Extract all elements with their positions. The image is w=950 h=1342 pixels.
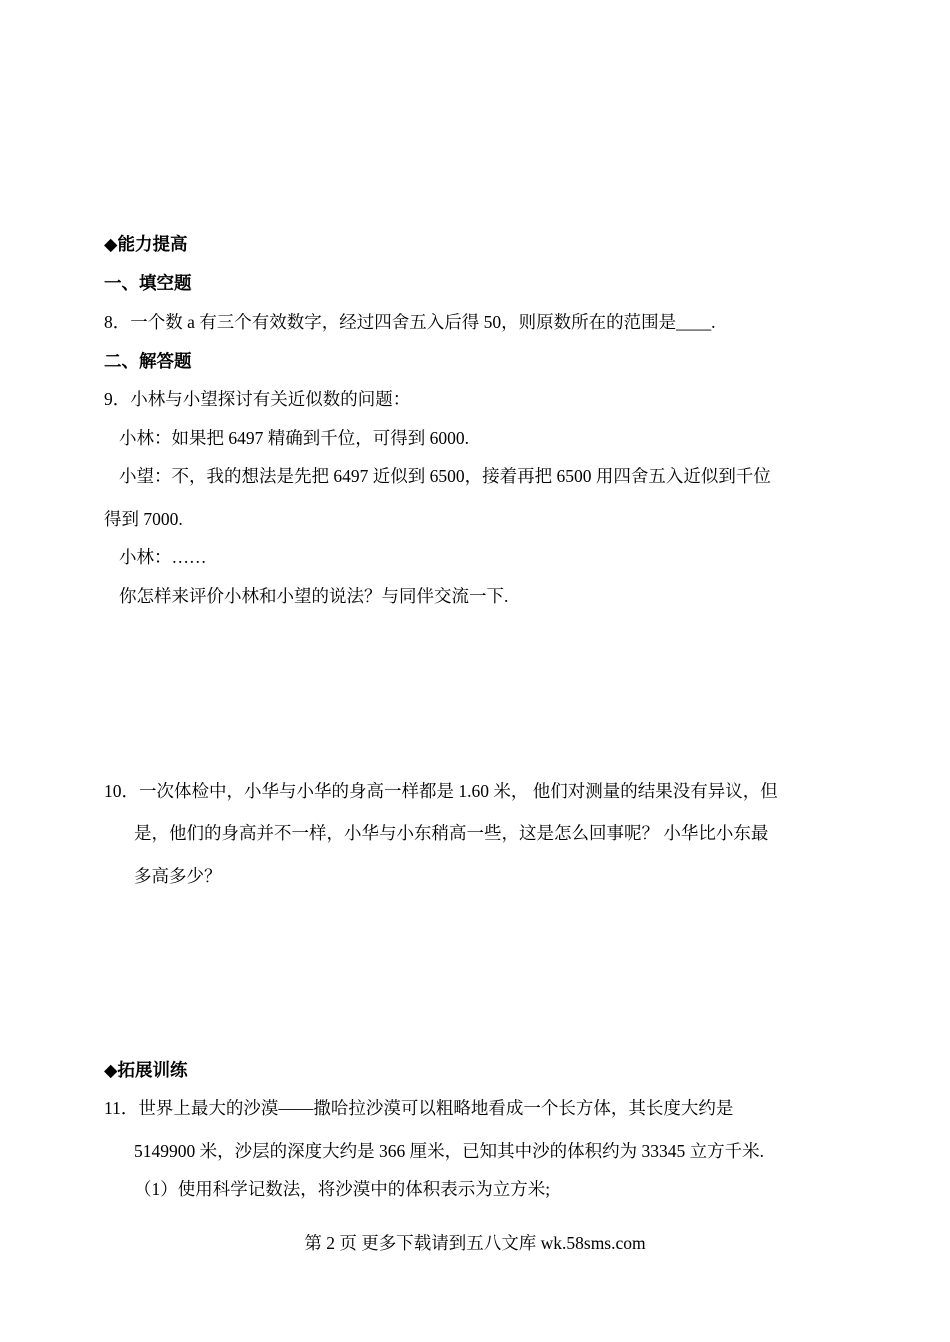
question-9-line-4: 小林：……: [119, 547, 207, 567]
question-10-line-1: 10．一次体检中，小华与小华的身高一样都是 1.60 米， 他们对测量的结果没有异议，但: [104, 781, 778, 801]
question-11-line-3: （1）使用科学记数法，将沙漠中的体积表示为立方米;: [134, 1179, 551, 1199]
question-11-line-2: 5149900 米，沙层的深度大约是 366 厘米，已知其中沙的体积约为 33345 立方千米.: [134, 1141, 764, 1161]
section-extension-heading: ◆拓展训练: [104, 1060, 188, 1080]
question-10-line-3: 多高多少？: [134, 866, 222, 886]
question-10-line-2: 是，他们的身高并不一样，小华与小东稍高一些，这是怎么回事呢？ 小华比小东最: [134, 823, 769, 843]
page-footer: 第 2 页 更多下载请到五八文库 wk.58sms.com: [304, 1233, 646, 1253]
section-fill-blank-heading: 一、填空题: [104, 273, 192, 293]
question-9-line-1: 小林：如果把 6497 精确到千位，可得到 6000.: [119, 428, 469, 448]
question-9-line-5: 你怎样来评价小林和小望的说法？与同伴交流一下.: [119, 586, 509, 606]
question-9-line-3: 得到 7000.: [104, 509, 183, 529]
section-answer-heading: 二、解答题: [104, 351, 192, 371]
question-9-title: 9．小林与小望探讨有关近似数的问题：: [104, 389, 411, 409]
question-8: 8．一个数 a 有三个有效数字，经过四舍五入后得 50，则原数所在的范围是____.: [104, 312, 716, 332]
question-11-line-1: 11．世界上最大的沙漠——撒哈拉沙漠可以粗略地看成一个长方体，其长度大约是: [104, 1098, 734, 1118]
section-ability-heading: ◆能力提高: [104, 234, 188, 254]
question-9-line-2: 小望：不，我的想法是先把 6497 近似到 6500，接着再把 6500 用四舍五入近似到千位: [119, 466, 771, 486]
